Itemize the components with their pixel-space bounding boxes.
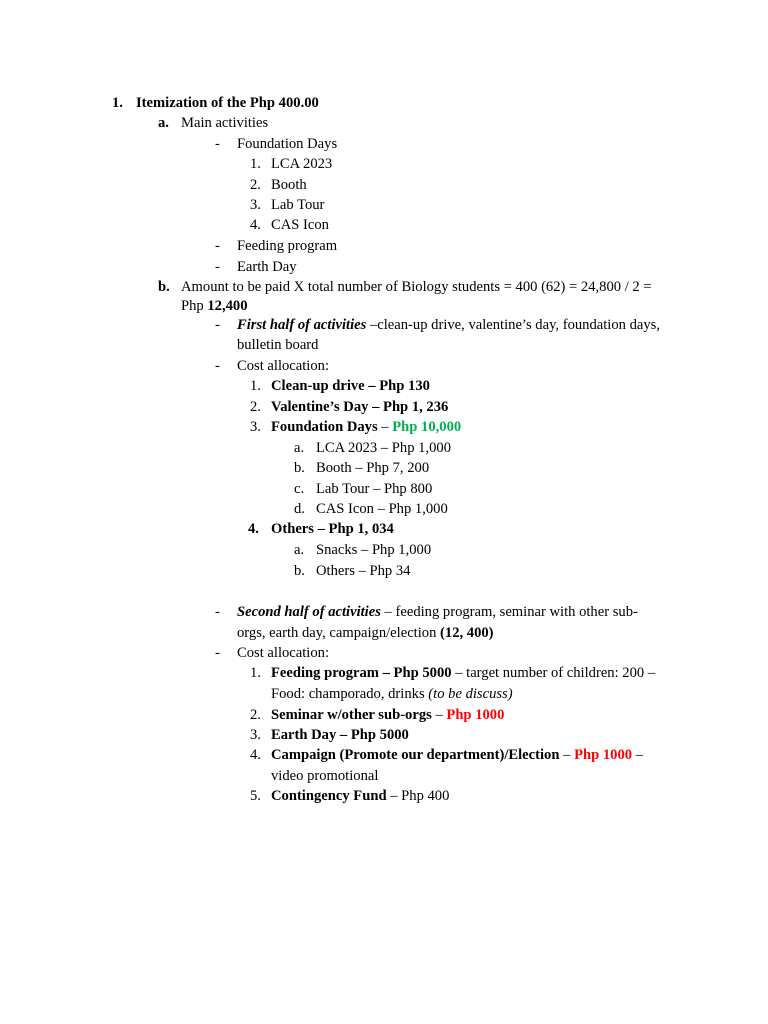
dash-bullet: -	[215, 604, 220, 620]
list-number: 2.	[250, 399, 261, 415]
first-half-title: First half of activities	[237, 317, 367, 333]
list-number: 4.	[248, 521, 259, 537]
cost-amount-highlight: Php 1000	[446, 707, 505, 723]
list-letter: b.	[294, 460, 305, 476]
list-letter: d.	[294, 501, 305, 517]
list-number: 3.	[250, 727, 261, 743]
dash-bullet: -	[215, 645, 220, 661]
list-letter: a.	[294, 440, 305, 456]
list-number: 1.	[250, 156, 261, 172]
first-half-line	[237, 316, 660, 334]
cost-item: Earth Day – Php 5000	[271, 727, 409, 743]
second-half-total: (12, 400)	[440, 625, 494, 641]
amount-total: 12,400	[207, 298, 248, 314]
list-item: LCA 2023	[271, 156, 333, 172]
second-half-desc-cont	[237, 624, 494, 642]
cost-amount-highlight: Php 1000	[574, 747, 633, 763]
section-title: Itemization of the Php 400.00	[136, 95, 319, 111]
list-item: Lab Tour	[271, 197, 325, 213]
dash-bullet: -	[215, 238, 220, 254]
first-half-desc: –clean-up drive, valentine’s day, foundation days,	[366, 317, 661, 333]
dash-bullet: -	[215, 259, 220, 275]
cost-item	[271, 418, 461, 436]
dash-bullet: -	[215, 317, 220, 333]
amount-result-line	[181, 297, 248, 315]
sub-cost-item: Snacks – Php 1,000	[316, 542, 432, 558]
dash-bullet: -	[215, 136, 220, 152]
second-half-desc-text: orgs, earth day, campaign/election	[237, 625, 441, 641]
cost-item-cont: video promotional	[271, 768, 379, 784]
list-item: Booth	[271, 177, 307, 193]
cost-item-detail: – target number of children: 200 –	[451, 665, 656, 681]
cost-allocation-label: Cost allocation:	[237, 358, 330, 374]
list-number: 5.	[250, 788, 261, 804]
cost-item-note: (to be discuss)	[428, 686, 513, 702]
cost-separator: –	[377, 419, 393, 435]
cost-item-label: Campaign (Promote our department)/Election	[271, 747, 560, 763]
list-number: 2.	[250, 707, 261, 723]
list-number: 4.	[250, 747, 261, 763]
second-half-title: Second half of activities	[237, 604, 381, 620]
list-number: 1.	[250, 665, 261, 681]
main-activities-label: Main activities	[181, 115, 269, 131]
cost-item-label: Feeding program – Php 5000	[271, 665, 452, 681]
cost-item-label: Foundation Days	[271, 419, 378, 435]
cost-item	[271, 787, 449, 805]
cost-item	[271, 706, 504, 724]
cost-item-label: Contingency Fund	[271, 788, 387, 804]
section-number: 1.	[112, 95, 123, 111]
list-number: 2.	[250, 177, 261, 193]
cost-allocation-label: Cost allocation:	[237, 645, 330, 661]
second-half-desc: – feeding program, seminar with other sub-	[380, 604, 638, 620]
list-number: 4.	[250, 217, 261, 233]
cost-separator: –	[431, 707, 447, 723]
cost-item-label: Seminar w/other sub-orgs	[271, 707, 432, 723]
dash-bullet: -	[215, 358, 220, 374]
list-number: 3.	[250, 197, 261, 213]
amount-formula-line: Amount to be paid X total number of Biology students = 400 (62) = 24,800 / 2 =	[181, 279, 652, 295]
second-half-line	[237, 603, 638, 621]
sub-cost-item: Others – Php 34	[316, 563, 411, 579]
list-item: CAS Icon	[271, 217, 329, 233]
amount-prefix: Php	[181, 298, 208, 314]
cost-amount-highlight: Php 10,000	[392, 419, 462, 435]
cost-item-detail: – Php 400	[386, 788, 450, 804]
cost-item: Clean-up drive – Php 130	[271, 378, 430, 394]
list-letter: b.	[294, 563, 305, 579]
cost-item	[271, 746, 643, 764]
list-marker: a.	[158, 115, 169, 131]
sub-cost-item: LCA 2023 – Php 1,000	[316, 440, 452, 456]
list-number: 1.	[250, 378, 261, 394]
cost-item	[271, 664, 655, 682]
cost-item-detail: Food: champorado, drinks	[271, 686, 429, 702]
first-half-desc-cont: bulletin board	[237, 337, 319, 353]
cost-item-cont	[271, 685, 513, 703]
list-marker: b.	[158, 279, 170, 295]
cost-item: Valentine’s Day – Php 1, 236	[271, 399, 449, 415]
cost-item: Others – Php 1, 034	[271, 521, 394, 537]
cost-separator: –	[559, 747, 575, 763]
sub-cost-item: CAS Icon – Php 1,000	[316, 501, 448, 517]
list-item: Feeding program	[237, 238, 338, 254]
list-number: 3.	[250, 419, 261, 435]
cost-item-detail: –	[632, 747, 643, 763]
list-letter: c.	[294, 481, 305, 497]
list-letter: a.	[294, 542, 305, 558]
sub-cost-item: Lab Tour – Php 800	[316, 481, 433, 497]
sub-cost-item: Booth – Php 7, 200	[316, 460, 430, 476]
list-item: Earth Day	[237, 259, 297, 275]
list-item: Foundation Days	[237, 136, 338, 152]
